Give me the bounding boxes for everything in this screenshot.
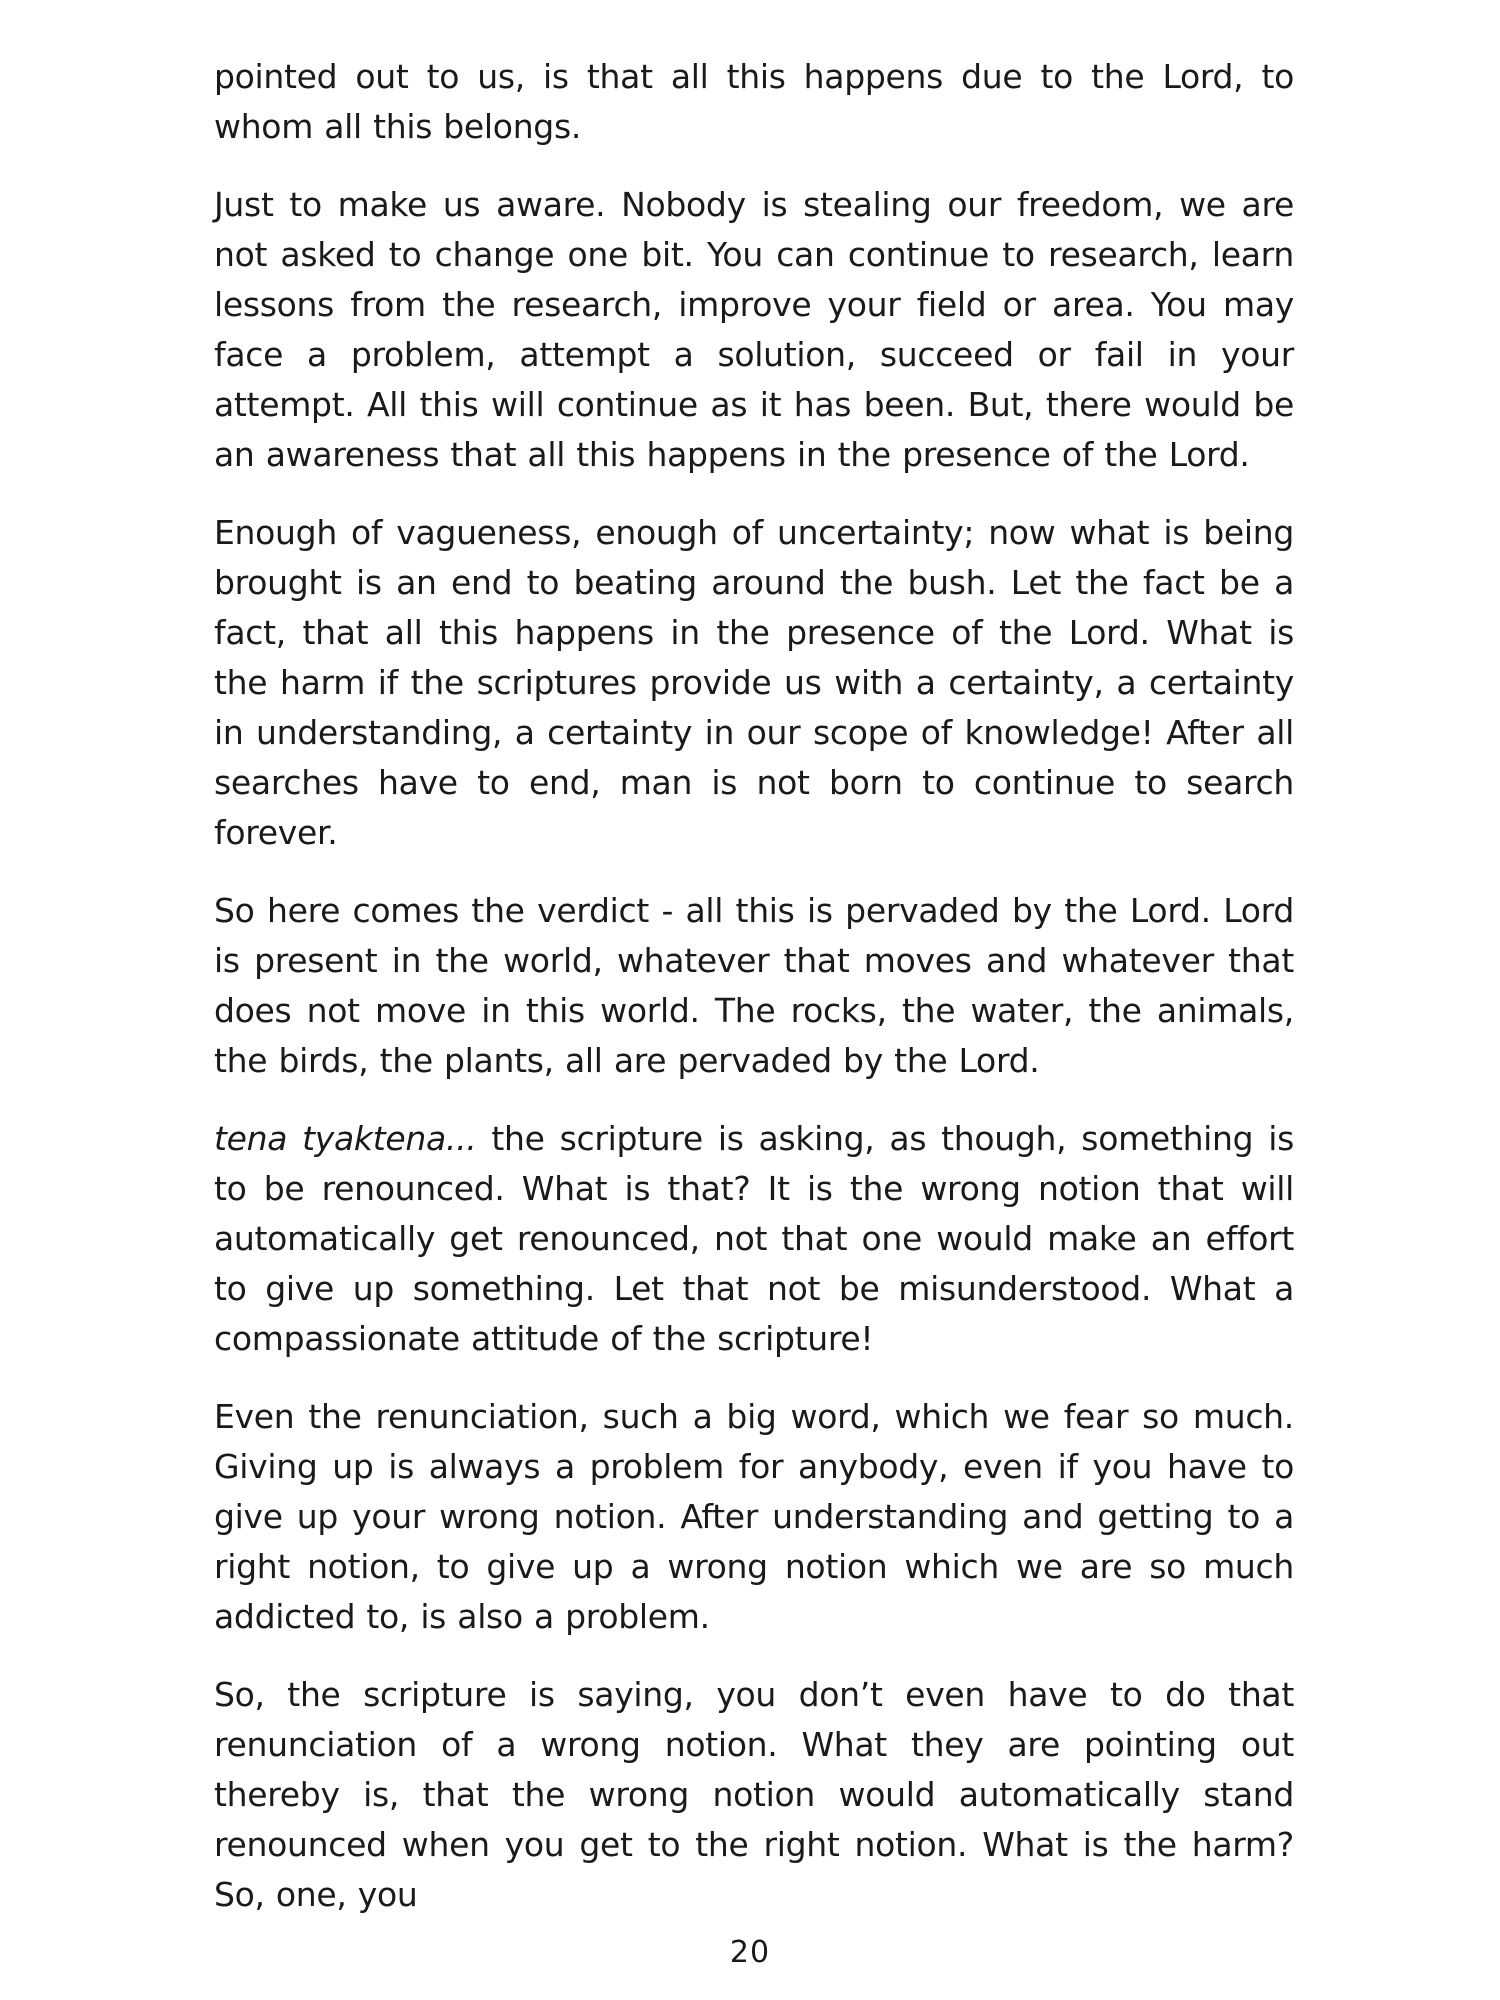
page-body xyxy=(214,52,1294,1948)
paragraph-5 xyxy=(214,1114,1294,1364)
paragraph-7-text: So, the scripture is saying, you don’t even have to do that renunciation of a wrong notion. What they are pointing out thereby is, that the wrong notion would automatically stand renounced when you get to the right notion. What is the harm? So, one, you xyxy=(214,1675,1294,1914)
page-number: 20 xyxy=(729,1935,771,1970)
paragraph-2 xyxy=(214,180,1294,480)
paragraph-1-text: pointed out to us, is that all this happens due to the Lord, to whom all this belongs. xyxy=(214,57,1294,146)
paragraph-2-text: Just to make us aware. Nobody is stealing our freedom, we are not asked to change one bit. You can continue to research, learn lessons from the research, improve your field or area. You may face a problem, attempt a solution, succeed or fail in your attempt. All this will continue as it has been. But, there would be an awareness that all this happens in the presence of the Lord. xyxy=(214,185,1294,474)
paragraph-5-text: the scripture is asking, as though, something is to be renounced. What is that? It is the wrong notion that will automatically get renounced, not that one would make an effort to give up something. Let that not be misunderstood. What a compassionate attitude of the scripture! xyxy=(214,1119,1295,1358)
paragraph-6 xyxy=(214,1392,1294,1642)
paragraph-1 xyxy=(214,52,1294,152)
paragraph-4-text: So here comes the verdict - all this is pervaded by the Lord. Lord is present in the world, whatever that moves and whatever that does not move in this world. The rocks, the water, the animals, the birds, the plants, all are pervaded by the Lord. xyxy=(214,891,1294,1080)
paragraph-3-text: Enough of vagueness, enough of uncertainty; now what is being brought is an end to beating around the bush. Let the fact be a fact, that all this happens in the presence of the Lord. What is the harm if the scriptures provide us with a certainty, a certainty in understanding, a certainty in our scope of knowledge! After all searches have to end, man is not born to continue to search forever. xyxy=(214,513,1294,852)
paragraph-7 xyxy=(214,1670,1294,1920)
paragraph-3 xyxy=(214,508,1294,858)
sanskrit-phrase: tena tyaktena... xyxy=(214,1119,477,1158)
paragraph-6-text: Even the renunciation, such a big word, which we fear so much. Giving up is always a problem for anybody, even if you have to give up your wrong notion. After understanding and getting to a right notion, to give up a wrong notion which we are so much addicted to, is also a problem. xyxy=(214,1397,1294,1636)
paragraph-4 xyxy=(214,886,1294,1086)
